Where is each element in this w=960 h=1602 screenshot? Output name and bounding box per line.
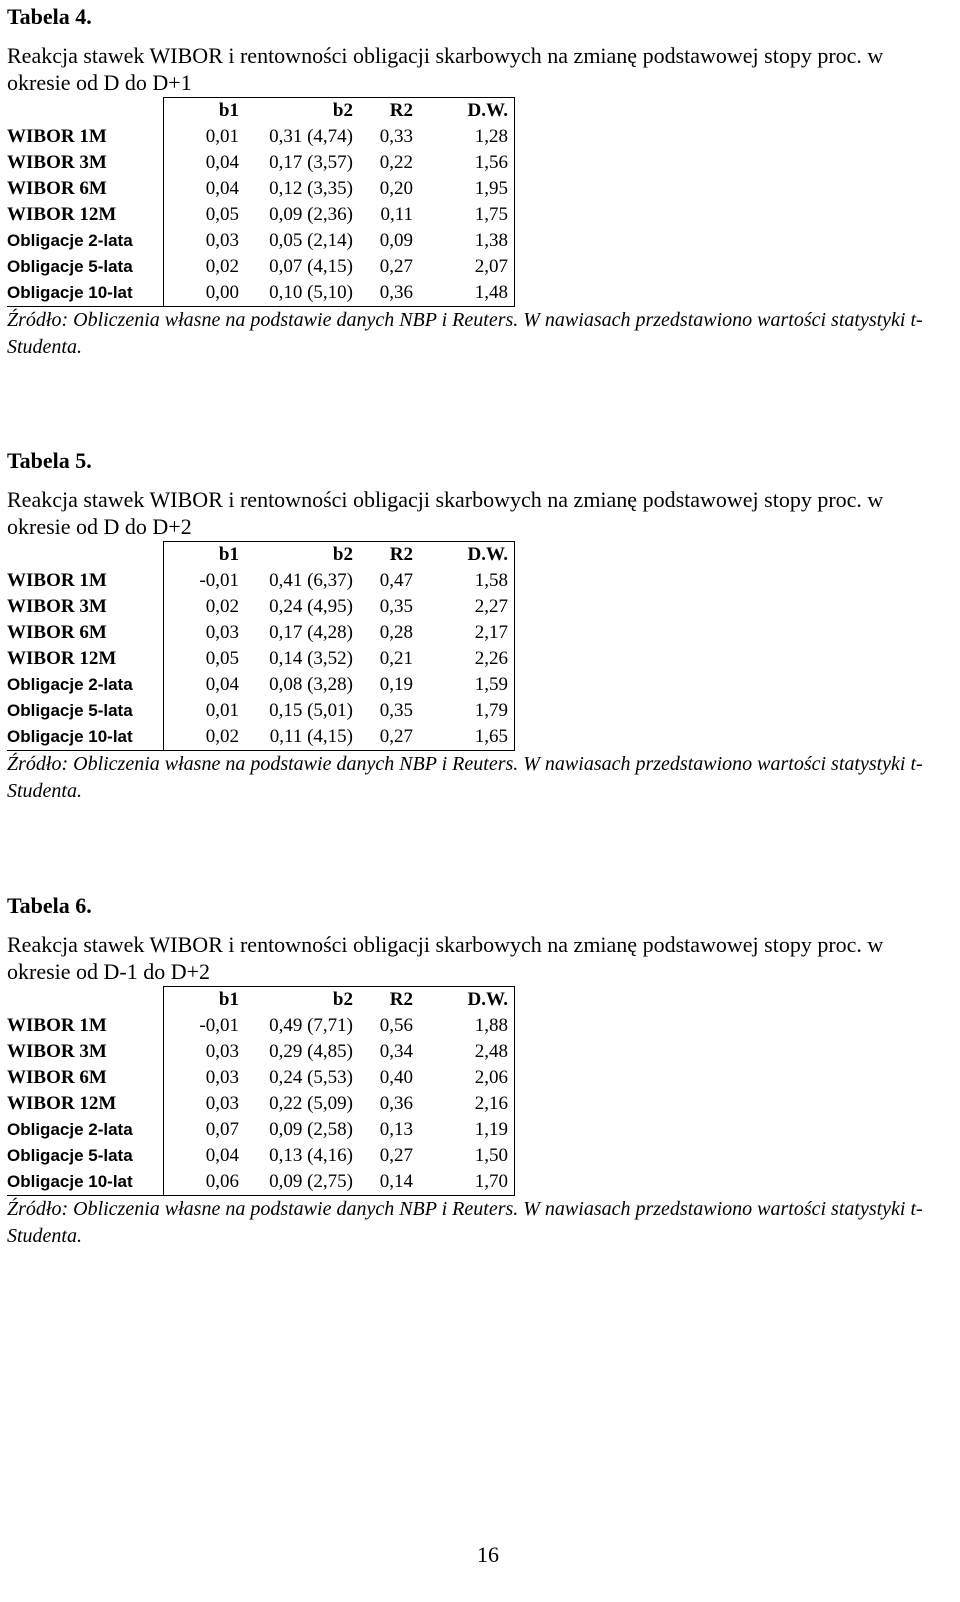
page-number: 16 [477,1542,499,1567]
column-header: D.W. [413,987,515,1014]
b2-value: 0,09 (2,75) [239,1169,353,1196]
b2-value: 0,09 (2,58) [269,1119,353,1140]
dw-value: 2,07 [413,254,515,280]
b1-value: 0,01 [205,700,239,721]
b1-value: 0,04 [205,178,239,199]
row-label: Obligacje 5-lata [7,1143,164,1169]
table-description: Reakcja stawek WIBOR i rentowności obligacji skarbowych na zmianę podstawowej stopy proc. w okresie od D-1 do D+2 [7,932,884,984]
b2-value: 0,41 (6,37) [269,570,353,591]
table-title: Tabela 4. [7,4,92,29]
dw-value: 1,59 [413,672,515,698]
table-block [7,893,952,1250]
b1-value: 0,04 [205,1145,239,1166]
b2-value: 0,13 (4,16) [269,1145,353,1166]
dw-value: 1,58 [413,568,515,594]
r2-value: 0,11 [380,204,413,225]
b1-value: 0,02 [205,256,239,277]
table-row [7,176,515,202]
column-header: b1 [164,987,240,1014]
column-header: b1 [164,542,240,569]
table-description: Reakcja stawek WIBOR i rentowności obligacji skarbowych na zmianę podstawowej stopy proc. w okresie od D do D+1 [7,43,884,95]
table-row [7,1143,515,1169]
b2-value: 0,11 (4,15) [239,724,353,751]
row-label: WIBOR 6M [7,176,164,202]
row-label: Obligacje 2-lata [7,228,164,254]
b1-value: 0,00 [164,280,240,307]
b2-value: 0,09 (2,36) [269,204,353,225]
row-label: WIBOR 12M [7,646,164,672]
column-header: b2 [239,98,353,125]
r2-value: 0,35 [379,700,413,721]
row-label: WIBOR 12M [7,1091,164,1117]
column-header: D.W. [413,98,515,125]
b2-value: 0,31 (4,74) [269,126,353,147]
table-row [7,150,515,176]
b2-value: 0,29 (4,85) [269,1041,353,1062]
column-header: R2 [353,987,413,1014]
table-row [7,594,515,620]
dw-value: 1,95 [413,176,515,202]
dw-value: 2,26 [413,646,515,672]
header-empty-cell [7,542,164,569]
b1-value: 0,04 [205,674,239,695]
dw-value: 1,65 [413,724,515,751]
b1-value: 0,01 [205,126,239,147]
table-row [7,1065,515,1091]
dw-value: 2,06 [413,1065,515,1091]
b1-value: 0,07 [205,1119,239,1140]
results-table [7,986,515,1196]
table-row [7,254,515,280]
b1-value: 0,02 [164,724,240,751]
r2-value: 0,34 [379,1041,413,1062]
r2-value: 0,40 [379,1067,413,1088]
dw-value: 2,27 [413,594,515,620]
dw-value: 1,56 [413,150,515,176]
table-header-row [7,542,515,569]
b2-value: 0,10 (5,10) [239,280,353,307]
table-row [7,124,515,150]
row-label: WIBOR 12M [7,202,164,228]
table-row [7,1091,515,1117]
b1-value: 0,03 [205,1093,239,1114]
b1-value: 0,03 [205,1067,239,1088]
table-description: Reakcja stawek WIBOR i rentowności obligacji skarbowych na zmianę podstawowej stopy proc. w okresie od D do D+2 [7,487,884,539]
row-label: WIBOR 1M [7,568,164,594]
dw-value: 1,28 [413,124,515,150]
b1-value: 0,05 [205,204,239,225]
dw-value: 1,75 [413,202,515,228]
r2-value: 0,27 [353,724,413,751]
table-row [7,202,515,228]
dw-value: 2,48 [413,1039,515,1065]
r2-value: 0,47 [379,570,413,591]
table-block [7,448,952,805]
row-label: Obligacje 2-lata [7,672,164,698]
table-title: Tabela 6. [7,893,92,918]
r2-value: 0,27 [379,256,413,277]
b1-value: 0,04 [205,152,239,173]
r2-value: 0,22 [379,152,413,173]
row-label: Obligacje 2-lata [7,1117,164,1143]
header-empty-cell [7,98,164,125]
table-row [7,1117,515,1143]
column-header: R2 [353,542,413,569]
r2-value: 0,56 [379,1015,413,1036]
dw-value: 1,79 [413,698,515,724]
table-row [7,228,515,254]
r2-value: 0,28 [379,622,413,643]
table-row [7,672,515,698]
b1-value: -0,01 [199,1015,239,1036]
dw-value: 1,19 [413,1117,515,1143]
dw-value: 1,48 [413,280,515,307]
table-row [7,1039,515,1065]
row-label: Obligacje 10-lat [7,1169,164,1196]
dw-value: 1,38 [413,228,515,254]
row-label: WIBOR 3M [7,594,164,620]
row-label: WIBOR 3M [7,150,164,176]
b1-value: 0,02 [205,596,239,617]
table-row [7,646,515,672]
dw-value: 1,88 [413,1013,515,1039]
dw-value: 2,17 [413,620,515,646]
b2-value: 0,49 (7,71) [269,1015,353,1036]
r2-value: 0,20 [379,178,413,199]
source-note: Źródło: Obliczenia własne na podstawie danych NBP i Reuters. W nawiasach przedstawiono wartości statystyki t-Studenta. [7,1198,923,1247]
header-empty-cell [7,987,164,1014]
row-label: WIBOR 1M [7,1013,164,1039]
dw-value: 1,50 [413,1143,515,1169]
table-row [7,1013,515,1039]
row-label: Obligacje 5-lata [7,698,164,724]
dw-value: 2,16 [413,1091,515,1117]
row-label: Obligacje 5-lata [7,254,164,280]
b2-value: 0,22 (5,09) [269,1093,353,1114]
table-title: Tabela 5. [7,448,92,473]
r2-value: 0,35 [379,596,413,617]
b2-value: 0,07 (4,15) [269,256,353,277]
b2-value: 0,15 (5,01) [269,700,353,721]
row-label: WIBOR 6M [7,620,164,646]
column-header: b2 [239,542,353,569]
source-note: Źródło: Obliczenia własne na podstawie danych NBP i Reuters. W nawiasach przedstawiono wartości statystyki t-Studenta. [7,753,923,802]
table-header-row [7,98,515,125]
results-table [7,97,515,307]
b2-value: 0,14 (3,52) [269,648,353,669]
row-label: Obligacje 10-lat [7,724,164,751]
r2-value: 0,09 [379,230,413,251]
results-table [7,541,515,751]
table-row [7,1169,515,1196]
b2-value: 0,24 (4,95) [269,596,353,617]
row-label: WIBOR 6M [7,1065,164,1091]
dw-value: 1,70 [413,1169,515,1196]
table-row [7,620,515,646]
column-header: D.W. [413,542,515,569]
b1-value: 0,03 [205,230,239,251]
r2-value: 0,13 [379,1119,413,1140]
b2-value: 0,17 (4,28) [269,622,353,643]
b2-value: 0,17 (3,57) [269,152,353,173]
b2-value: 0,12 (3,35) [269,178,353,199]
r2-value: 0,14 [353,1169,413,1196]
r2-value: 0,19 [379,674,413,695]
b1-value: 0,06 [164,1169,240,1196]
table-row [7,724,515,751]
r2-value: 0,33 [379,126,413,147]
column-header: b1 [164,98,240,125]
b1-value: -0,01 [199,570,239,591]
table-header-row [7,987,515,1014]
b2-value: 0,08 (3,28) [269,674,353,695]
table-row [7,568,515,594]
table-row [7,280,515,307]
r2-value: 0,36 [379,1093,413,1114]
column-header: R2 [353,98,413,125]
b2-value: 0,24 (5,53) [269,1067,353,1088]
row-label: WIBOR 1M [7,124,164,150]
r2-value: 0,21 [379,648,413,669]
row-label: Obligacje 10-lat [7,280,164,307]
b1-value: 0,03 [205,1041,239,1062]
b2-value: 0,05 (2,14) [269,230,353,251]
b1-value: 0,05 [205,648,239,669]
table-row [7,698,515,724]
row-label: WIBOR 3M [7,1039,164,1065]
column-header: b2 [239,987,353,1014]
b1-value: 0,03 [205,622,239,643]
table-block [7,4,952,361]
r2-value: 0,36 [353,280,413,307]
source-note: Źródło: Obliczenia własne na podstawie danych NBP i Reuters. W nawiasach przedstawiono wartości statystyki t-Studenta. [7,309,923,358]
r2-value: 0,27 [379,1145,413,1166]
